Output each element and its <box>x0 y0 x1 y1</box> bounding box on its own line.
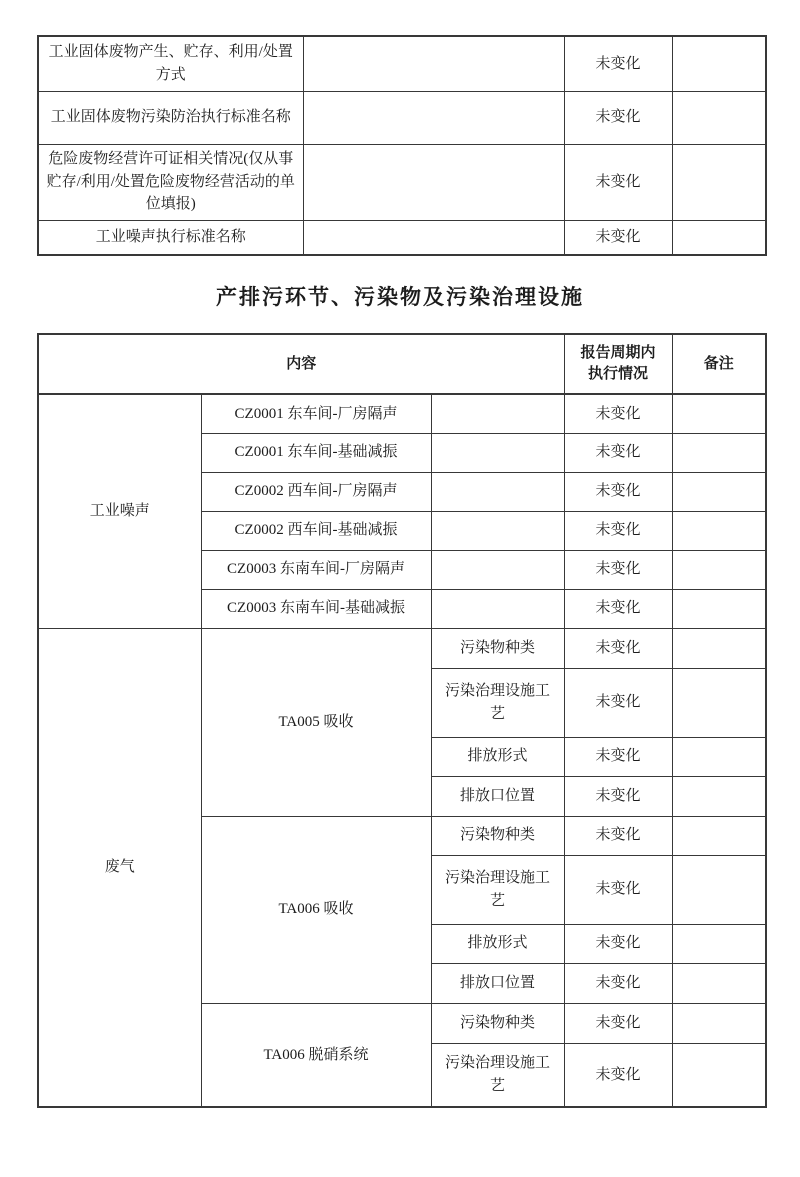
status-cell: 未变化 <box>564 628 672 668</box>
status-cell: 未变化 <box>564 36 672 91</box>
item-value-cell <box>303 36 564 91</box>
compliance-items-table <box>37 35 767 256</box>
header-note-cell: 备注 <box>672 334 766 394</box>
item-value-cell <box>303 91 564 144</box>
header-period-line1: 报告周期内 <box>580 345 656 361</box>
table-row <box>38 144 766 220</box>
status-cell: 未变化 <box>564 91 672 144</box>
note-cell <box>672 589 766 628</box>
status-cell: 未变化 <box>564 816 672 855</box>
aspect-cell: 排放口位置 <box>431 776 564 816</box>
status-cell: 未变化 <box>564 737 672 776</box>
noise-item-cell: CZ0002 西车间-基础减振 <box>201 511 431 550</box>
note-cell <box>672 816 766 855</box>
status-cell: 未变化 <box>564 589 672 628</box>
status-cell: 未变化 <box>564 668 672 737</box>
section-heading: 产排污环节、污染物及污染治理设施 <box>216 285 584 309</box>
header-period-line2: 执行情况 <box>587 366 648 382</box>
noise-value-cell <box>431 550 564 589</box>
aspect-cell: 排放口位置 <box>431 963 564 1003</box>
noise-value-cell <box>431 394 564 433</box>
note-cell <box>672 668 766 737</box>
item-value-cell <box>303 220 564 255</box>
status-cell: 未变化 <box>564 1003 672 1043</box>
item-label-cell: 工业噪声执行标准名称 <box>38 220 303 255</box>
status-cell: 未变化 <box>564 924 672 963</box>
note-cell <box>672 963 766 1003</box>
note-cell <box>672 511 766 550</box>
table-row <box>38 394 766 433</box>
item-label-cell: 工业固体废物产生、贮存、利用/处置方式 <box>38 36 303 91</box>
aspect-cell: 污染物种类 <box>431 816 564 855</box>
note-cell <box>672 776 766 816</box>
aspect-cell: 污染物种类 <box>431 628 564 668</box>
noise-value-cell <box>431 472 564 511</box>
aspect-cell: 排放形式 <box>431 737 564 776</box>
note-cell <box>672 737 766 776</box>
status-cell: 未变化 <box>564 144 672 220</box>
note-cell <box>672 550 766 589</box>
facility-cell: TA006 吸收 <box>201 816 431 1003</box>
note-cell <box>672 36 766 91</box>
table-row <box>38 220 766 255</box>
item-value-cell <box>303 144 564 220</box>
item-label-cell: 危险废物经营许可证相关情况(仅从事贮存/利用/处置危险废物经营活动的单位填报) <box>38 144 303 220</box>
header-content-cell: 内容 <box>38 334 564 394</box>
noise-value-cell <box>431 589 564 628</box>
note-cell <box>672 1003 766 1043</box>
note-cell <box>672 1043 766 1107</box>
category-cell-noise: 工业噪声 <box>38 394 201 628</box>
noise-item-cell: CZ0001 东车间-厂房隔声 <box>201 394 431 433</box>
note-cell <box>672 394 766 433</box>
table-row <box>38 628 766 668</box>
noise-value-cell <box>431 511 564 550</box>
noise-item-cell: CZ0002 西车间-厂房隔声 <box>201 472 431 511</box>
note-cell <box>672 144 766 220</box>
status-cell: 未变化 <box>564 776 672 816</box>
note-cell <box>672 433 766 472</box>
note-cell <box>672 91 766 144</box>
noise-value-cell <box>431 433 564 472</box>
note-cell <box>672 628 766 668</box>
table-row <box>38 91 766 144</box>
status-cell: 未变化 <box>564 394 672 433</box>
status-cell: 未变化 <box>564 433 672 472</box>
status-cell: 未变化 <box>564 1043 672 1107</box>
note-cell <box>672 220 766 255</box>
status-cell: 未变化 <box>564 220 672 255</box>
aspect-cell: 污染物种类 <box>431 1003 564 1043</box>
status-cell: 未变化 <box>564 472 672 511</box>
table-row <box>38 36 766 91</box>
aspect-cell: 污染治理设施工艺 <box>431 668 564 737</box>
aspect-cell: 污染治理设施工艺 <box>431 855 564 924</box>
table-header-row <box>38 334 766 394</box>
facility-cell: TA006 脱硝系统 <box>201 1003 431 1107</box>
item-label-cell: 工业固体废物污染防治执行标准名称 <box>38 91 303 144</box>
noise-item-cell: CZ0001 东车间-基础减振 <box>201 433 431 472</box>
aspect-cell: 排放形式 <box>431 924 564 963</box>
status-cell: 未变化 <box>564 855 672 924</box>
noise-item-cell: CZ0003 东南车间-厂房隔声 <box>201 550 431 589</box>
status-cell: 未变化 <box>564 511 672 550</box>
category-cell-waste-gas: 废气 <box>38 628 201 1107</box>
note-cell <box>672 924 766 963</box>
note-cell <box>672 855 766 924</box>
status-cell: 未变化 <box>564 550 672 589</box>
note-cell <box>672 472 766 511</box>
facility-cell: TA005 吸收 <box>201 628 431 816</box>
aspect-cell: 污染治理设施工艺 <box>431 1043 564 1107</box>
pollution-facilities-table <box>37 333 767 1108</box>
noise-item-cell: CZ0003 东南车间-基础减振 <box>201 589 431 628</box>
status-cell: 未变化 <box>564 963 672 1003</box>
header-period-cell <box>564 334 672 394</box>
